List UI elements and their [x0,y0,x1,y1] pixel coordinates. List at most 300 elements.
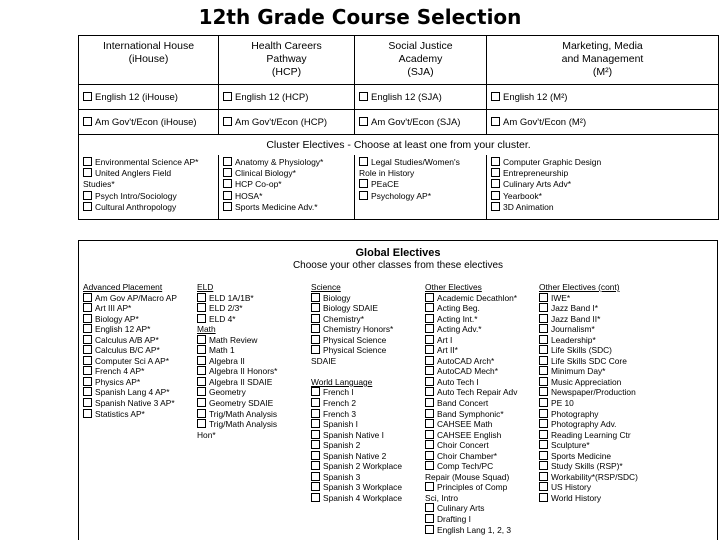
elective-item[interactable] [539,293,638,304]
elective-item[interactable] [311,482,402,493]
checkbox[interactable] [539,461,548,470]
elective-item[interactable] [311,293,402,304]
elective-item[interactable] [539,335,638,346]
elective-item[interactable] [425,345,517,356]
checkbox[interactable] [197,377,206,386]
checkbox[interactable] [539,430,548,439]
elective-item[interactable] [539,493,638,504]
checkbox[interactable] [83,168,92,177]
elective-item[interactable] [539,377,638,388]
item-label: French 2 [323,398,357,409]
checkbox[interactable] [83,324,92,333]
item-label: Choir Chamber* [437,450,498,461]
item-label: Workability*(RSP/SDC) [551,471,638,482]
item-label: US History [551,482,592,493]
cluster-item[interactable] [491,157,714,168]
item-label: Anatomy & Physiology* [235,157,324,167]
checkbox[interactable] [359,117,368,126]
checkbox[interactable] [223,92,232,101]
checkbox[interactable] [491,202,500,211]
elective-item[interactable] [425,430,517,441]
checkbox[interactable] [359,157,368,166]
item-label: Algebra II [209,355,245,366]
checkbox[interactable] [539,472,548,481]
elective-item[interactable] [311,314,402,325]
item-label: Comp Tech/PC [437,461,494,472]
cluster-electives [487,155,719,220]
elective-item[interactable] [425,293,517,304]
checkbox[interactable] [539,377,548,386]
item-label: Acting Adv.* [437,324,482,335]
item-label: Journalism* [551,324,595,335]
item-label: AutoCAD Arch* [437,355,495,366]
item-label: Photography Adv. [551,419,617,430]
checkbox[interactable] [83,409,92,418]
item-label: Art II* [437,345,458,356]
item-label: English 12 (M²) [503,91,568,103]
elective-item[interactable] [425,419,517,430]
item-label: French 3 [323,408,357,419]
elective-item[interactable] [425,335,517,346]
item-label: Am Gov't/Econ (M²) [503,116,587,128]
checkbox[interactable] [83,293,92,302]
elective-item[interactable] [539,366,638,377]
checkbox[interactable] [539,366,548,375]
checkbox[interactable] [311,472,320,481]
item-label: Music Appreciation [551,376,622,387]
item-label: Spanish 2 Workplace [323,461,402,472]
cluster-item[interactable] [223,179,350,190]
cluster-item[interactable] [223,168,350,179]
elective-item[interactable] [311,335,402,346]
checkbox[interactable] [223,157,232,166]
checkbox[interactable] [83,345,92,354]
item-label: English 12 (SJA) [371,91,442,103]
elective-item[interactable] [539,398,638,409]
checkbox[interactable] [311,430,320,439]
item-label: Photography [551,408,599,419]
elective-item[interactable] [539,451,638,462]
cluster-item[interactable] [83,191,214,202]
elective-item[interactable] [425,525,517,536]
pathway-table [78,35,719,220]
checkbox[interactable] [425,525,434,534]
category-heading: Science [311,282,341,292]
item-label: HCP Co-op* [235,179,282,190]
elective-item[interactable] [311,451,402,462]
checkbox[interactable] [425,398,434,407]
checkbox[interactable] [197,303,206,312]
cluster-item[interactable] [223,157,350,168]
checkbox[interactable] [491,191,500,200]
checkbox[interactable] [425,345,434,354]
item-label: SDAIE [311,355,337,366]
checkbox[interactable] [425,314,434,323]
checkbox[interactable] [311,461,320,470]
elective-item[interactable] [425,440,517,451]
elective-item[interactable] [83,366,177,377]
item-label: Sculpture* [551,440,590,451]
item-label: AutoCAD Mech* [437,366,498,377]
checkbox[interactable] [539,335,548,344]
item-label: Calculus A/B AP* [95,334,159,345]
item-label: Chemistry Honors* [323,324,394,335]
checkbox[interactable] [83,314,92,323]
item-label: Spanish Native 2 [323,450,387,461]
cluster-item[interactable] [491,168,714,179]
category-heading: Math [197,324,216,335]
item-label: CAHSEE English [437,429,502,440]
checkbox[interactable] [425,324,434,333]
checkbox[interactable] [491,179,500,188]
checkbox[interactable] [425,366,434,375]
item-label: Acting Beg. [437,303,480,314]
checkbox[interactable] [311,293,320,302]
page-title: 12th Grade Course Selection [198,5,522,29]
elective-item[interactable] [83,293,177,304]
item-label: Math 1 [209,345,235,356]
item-label: ELD 2/3* [209,303,243,314]
item-label: Reading Learning Ctr [551,429,631,440]
checkbox[interactable] [539,324,548,333]
elective-item[interactable] [539,314,638,325]
checkbox[interactable] [223,202,232,211]
checkbox[interactable] [425,430,434,439]
checkbox[interactable] [197,356,206,365]
checkbox[interactable] [197,345,206,354]
checkbox[interactable] [311,409,320,418]
elective-item[interactable] [539,409,638,420]
gov-option[interactable] [79,110,219,135]
elective-item[interactable] [311,398,402,409]
checkbox[interactable] [425,335,434,344]
elective-item[interactable] [83,314,177,325]
item-label: Culinary Arts [437,503,485,514]
checkbox[interactable] [83,191,92,200]
checkbox[interactable] [425,387,434,396]
elective-item[interactable] [311,303,402,314]
elective-item[interactable] [197,377,277,388]
checkbox[interactable] [311,419,320,428]
elective-item[interactable] [311,419,402,430]
cluster-item[interactable] [491,191,714,202]
cluster-item[interactable] [83,202,214,213]
elective-item[interactable] [83,387,177,398]
item-label: Art I [437,334,453,345]
checkbox[interactable] [425,503,434,512]
elective-item[interactable] [539,430,638,441]
english-option[interactable] [79,85,219,110]
checkbox[interactable] [425,377,434,386]
item-label: Cultural Anthropology [95,201,177,212]
checkbox[interactable] [311,324,320,333]
checkbox[interactable] [311,303,320,312]
checkbox[interactable] [539,440,548,449]
elective-item[interactable] [425,461,517,472]
item-label: Academic Decathlon* [437,292,518,303]
checkbox[interactable] [83,366,92,375]
elective-item[interactable] [425,324,517,335]
cluster-item[interactable] [359,157,482,179]
gov-option[interactable] [355,110,487,135]
item-label: Computer Graphic Design [503,157,602,167]
checkbox[interactable] [491,168,500,177]
elective-item[interactable] [539,356,638,367]
cluster-item[interactable] [223,202,350,213]
checkbox[interactable] [425,482,434,491]
checkbox[interactable] [311,440,320,449]
cluster-item[interactable] [491,202,714,213]
elective-item[interactable] [197,314,277,325]
elective-item[interactable] [83,324,177,335]
elective-item[interactable] [311,345,402,356]
checkbox[interactable] [197,419,206,428]
checkbox[interactable] [83,157,92,166]
checkbox[interactable] [539,303,548,312]
elective-item[interactable] [311,461,402,472]
checkbox[interactable] [491,92,500,101]
elective-item[interactable] [425,387,517,398]
item-label: PEaCE [371,179,399,190]
elective-item[interactable] [539,482,638,493]
english-option[interactable] [219,85,355,110]
checkbox[interactable] [197,314,206,323]
elective-item[interactable] [425,398,517,409]
item-label: Psychology AP* [371,190,432,201]
gov-option[interactable] [219,110,355,135]
item-label: Am Gov't/Econ (iHouse) [95,116,197,128]
elective-item [425,493,517,504]
checkbox[interactable] [539,293,548,302]
checkbox[interactable] [83,398,92,407]
elective-item[interactable] [311,409,402,420]
checkbox[interactable] [197,335,206,344]
checkbox[interactable] [425,303,434,312]
checkbox[interactable] [539,482,548,491]
checkbox[interactable] [223,191,232,200]
elective-item[interactable] [311,324,402,335]
checkbox[interactable] [83,387,92,396]
elective-item[interactable] [311,472,402,483]
item-label: Life Skills SDC Core [551,355,627,366]
elective-item[interactable] [539,472,638,483]
item-label: Acting Int.* [437,313,478,324]
english-option[interactable] [355,85,487,110]
elective-item[interactable] [425,451,517,462]
item-label: Calculus B/C AP* [95,345,160,356]
item-label: Biology AP* [95,313,139,324]
checkbox[interactable] [425,419,434,428]
elective-item[interactable] [539,324,638,335]
checkbox[interactable] [83,117,92,126]
checkbox[interactable] [359,92,368,101]
item-label: Statistics AP* [95,408,145,419]
checkbox[interactable] [425,356,434,365]
elective-item[interactable] [83,398,177,409]
item-label: Am Gov't/Econ (SJA) [371,116,461,128]
elective-item[interactable] [425,303,517,314]
checkbox[interactable] [83,335,92,344]
cluster-item[interactable] [359,179,482,190]
checkbox[interactable] [197,387,206,396]
item-label: Trig/Math Analysis [209,408,278,419]
elective-item[interactable] [83,335,177,346]
item-label: Sports Medicine [551,450,612,461]
elective-item[interactable] [425,314,517,325]
item-label: Life Skills (SDC) [551,345,612,356]
elective-item[interactable] [539,419,638,430]
item-label: Spanish 3 Workplace [323,482,402,493]
item-label: Environmental Science AP* [95,157,199,167]
checkbox[interactable] [425,409,434,418]
checkbox[interactable] [425,440,434,449]
checkbox[interactable] [425,514,434,523]
item-label: Spanish Native 3 AP* [95,398,175,409]
checkbox[interactable] [83,356,92,365]
cluster-item[interactable] [223,191,350,202]
checkbox[interactable] [223,117,232,126]
checkbox[interactable] [223,179,232,188]
checkbox[interactable] [197,398,206,407]
item-label: ELD 4* [209,313,236,324]
elective-item[interactable] [83,409,177,420]
item-label: Geometry [209,387,246,398]
item-label: Physical Science [323,334,387,345]
item-label: Geometry SDAIE [209,398,274,409]
cluster-item[interactable] [359,191,482,202]
cluster-item[interactable] [83,168,214,190]
checkbox[interactable] [197,366,206,375]
elective-item[interactable] [197,419,277,430]
item-label: Leadership* [551,334,596,345]
checkbox[interactable] [83,377,92,386]
checkbox[interactable] [539,314,548,323]
elective-item[interactable] [539,440,638,451]
checkbox[interactable] [425,451,434,460]
elective-item[interactable] [425,366,517,377]
elective-item[interactable] [197,409,277,420]
checkbox[interactable] [539,419,548,428]
elective-item[interactable] [425,356,517,367]
checkbox[interactable] [539,451,548,460]
checkbox[interactable] [359,191,368,200]
checkbox[interactable] [539,387,548,396]
item-label: Jazz Band II* [551,313,601,324]
elective-item[interactable] [311,493,402,504]
item-label: French I [323,387,354,398]
elective-item[interactable] [197,356,277,367]
item-label: Choir Concert [437,440,489,451]
checkbox[interactable] [197,409,206,418]
elective-item[interactable] [425,482,517,493]
elective-item[interactable] [197,345,277,356]
checkbox[interactable] [311,493,320,502]
checkbox[interactable] [539,356,548,365]
item-label: Culinary Arts Adv* [503,179,572,190]
elective-item[interactable] [197,335,277,346]
category-heading: Advanced Placement [83,282,163,292]
english-option[interactable] [487,85,719,110]
elective-item[interactable] [425,377,517,388]
elective-item[interactable] [311,430,402,441]
item-label: Band Concert [437,398,489,409]
checkbox[interactable] [311,451,320,460]
item-label: Yearbook* [503,190,542,201]
checkbox[interactable] [83,92,92,101]
item-label: English 12 AP* [95,324,151,335]
item-label: Sci, Intro [425,492,459,503]
checkbox[interactable] [539,345,548,354]
category-heading: Other Electives [425,282,482,292]
item-label: Principles of Comp [437,482,508,493]
elective-item[interactable] [197,387,277,398]
checkbox[interactable] [311,387,320,396]
elective-item[interactable] [197,303,277,314]
item-label: Algebra II Honors* [209,366,278,377]
checkbox[interactable] [311,335,320,344]
checkbox[interactable] [539,398,548,407]
item-label: Auto Tech Repair Adv [437,387,518,398]
elective-item[interactable] [425,503,517,514]
elective-item[interactable] [197,293,277,304]
elective-item[interactable] [425,514,517,525]
pathway-header: Health Careers Pathway (HCP) [219,36,355,85]
checkbox[interactable] [197,293,206,302]
checkbox[interactable] [425,293,434,302]
checkbox[interactable] [223,168,232,177]
elective-item[interactable] [539,345,638,356]
checkbox[interactable] [83,303,92,312]
elective-item[interactable] [83,377,177,388]
item-label: Computer Sci A AP* [95,355,170,366]
elective-item[interactable] [539,387,638,398]
checkbox[interactable] [311,482,320,491]
category-heading: Other Electives (cont) [539,282,620,292]
elective-item[interactable] [83,356,177,367]
cluster-item[interactable] [83,157,214,168]
checkbox[interactable] [359,179,368,188]
elective-item[interactable] [539,303,638,314]
elective-item[interactable] [311,440,402,451]
spacer [311,366,402,377]
elective-item[interactable] [425,409,517,420]
item-label: Jazz Band I* [551,303,599,314]
cluster-electives [355,155,487,220]
gov-option[interactable] [487,110,719,135]
checkbox[interactable] [491,157,500,166]
elective-item[interactable] [197,366,277,377]
checkbox[interactable] [539,493,548,502]
item-label: Algebra II SDAIE [209,376,273,387]
elective-item[interactable] [83,345,177,356]
elective-item[interactable] [197,398,277,409]
checkbox[interactable] [491,117,500,126]
item-label: Biology [323,292,351,303]
elective-item[interactable] [311,387,402,398]
elective-item[interactable] [539,461,638,472]
checkbox[interactable] [311,314,320,323]
cluster-item[interactable] [491,179,714,190]
item-label: CAHSEE Math [437,419,493,430]
checkbox[interactable] [311,398,320,407]
item-label: Physics AP* [95,376,141,387]
item-label: Repair (Mouse Squad) [425,471,510,482]
checkbox[interactable] [83,202,92,211]
elective-item[interactable] [83,303,177,314]
checkbox[interactable] [425,461,434,470]
checkbox[interactable] [539,409,548,418]
checkbox[interactable] [311,345,320,354]
